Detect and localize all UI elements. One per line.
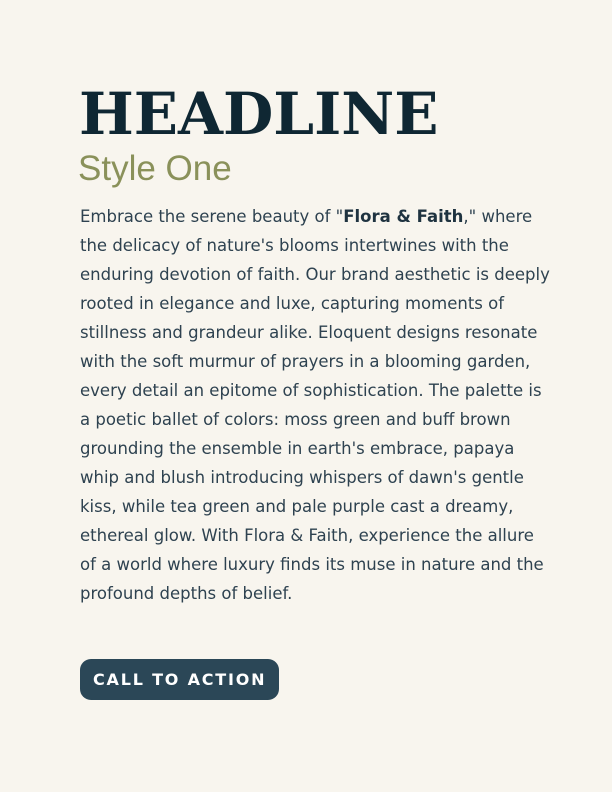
body-text-rest: ," where the delicacy of nature's blooms intertwines with the enduring devotion of faith. Our brand aesthetic is deeply rooted in elegance and luxe, capturing moments of stillness and grandeur alike. Eloquent designs resonate with the soft murmur of prayers in a blooming garden, every detail an epitome of sophistication. The palette is a poetic ballet of colors: moss green and buff brown grounding the ensemble in earth's embrace, papaya whip and blush introducing whispers of dawn's gentle kiss, while tea green and pale purple cast a dreamy, ethereal glow. With Flora & Faith, experience the allure of a world where luxury finds its muse in nature and the profound depths of belief. [80, 207, 550, 603]
body-text-intro: Embrace the serene beauty of " [80, 207, 344, 226]
body-paragraph [80, 202, 550, 608]
brand-name: Flora & Faith [343, 207, 464, 226]
call-to-action-button[interactable]: CALL TO ACTION [80, 659, 279, 700]
subhead: Style One [78, 149, 232, 188]
headline: HEADLINE [79, 80, 439, 148]
